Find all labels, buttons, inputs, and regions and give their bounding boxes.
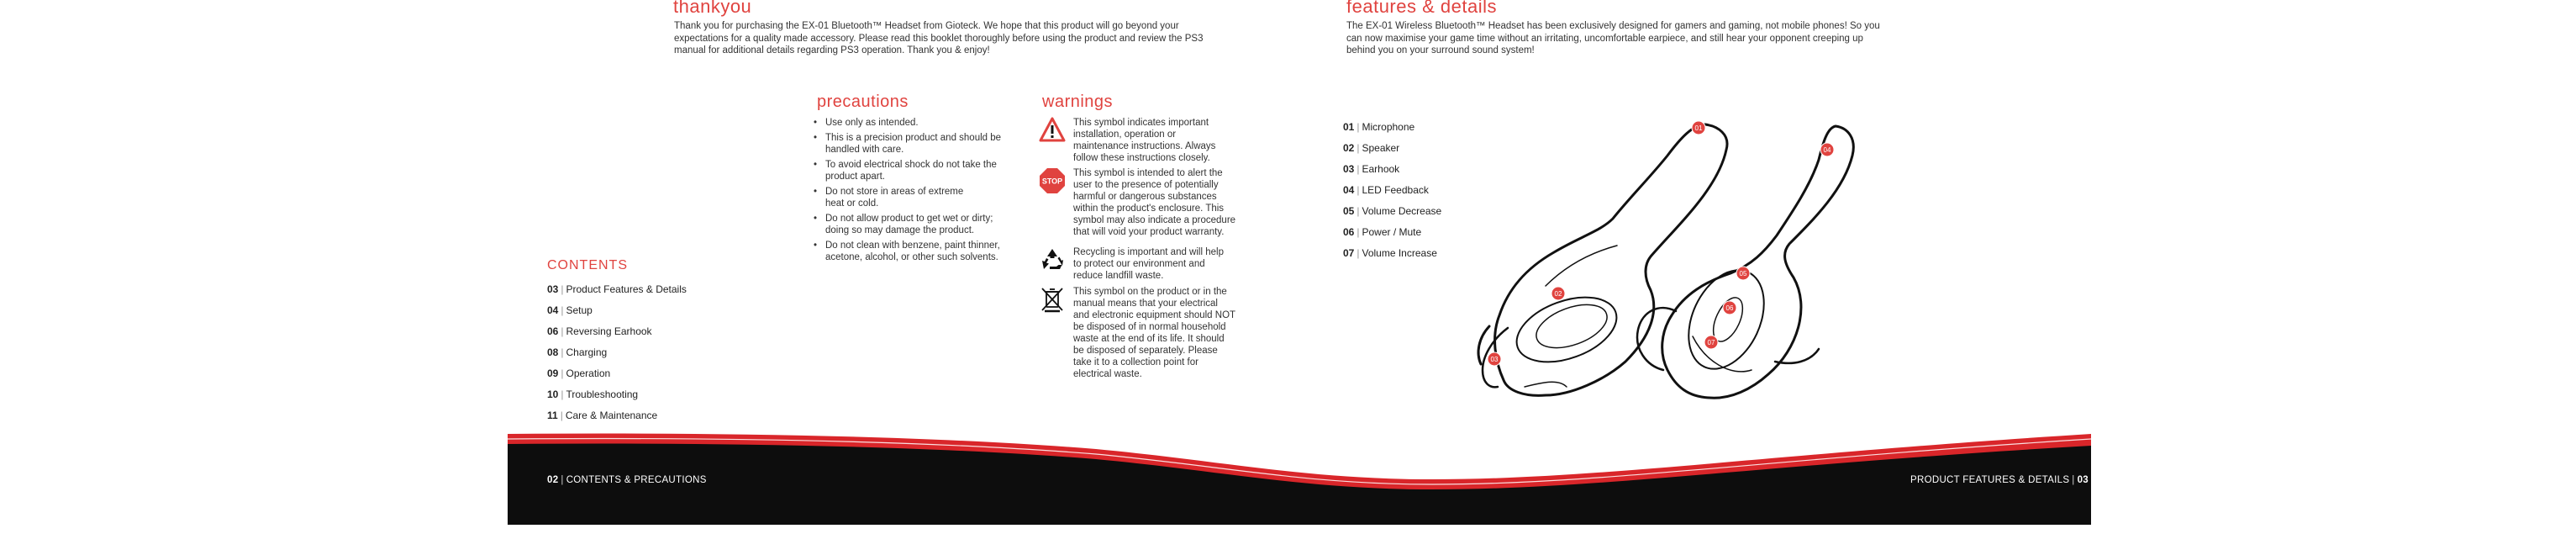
- part-item: 02 | Speaker: [1343, 142, 1400, 154]
- headset-front-view: [1478, 124, 1727, 395]
- parts-list: [1343, 120, 1441, 267]
- svg-text:05: 05: [1739, 270, 1747, 278]
- contents-item[interactable]: 10 | Troubleshooting: [547, 388, 639, 400]
- features-line: The EX-01 Wireless Bluetooth™ Headset has been exclusively designed for gamers and gaming, not mobile phones! So you: [1346, 21, 1880, 31]
- footer-right-label: PRODUCT FEATURES & DETAILS | 03: [1910, 475, 2089, 485]
- svg-text:02: 02: [1554, 290, 1562, 298]
- contents-item[interactable]: 06 | Reversing Earhook: [547, 325, 652, 337]
- caution-triangle-icon: [1038, 117, 1067, 145]
- warning-text: Recycling is important and will help to protect our environment and reduce landfill waste.: [1073, 247, 1224, 281]
- precaution-item: • Do not store in areas of extreme heat or cold.: [814, 186, 1022, 209]
- precautions-list: [814, 117, 1022, 267]
- thankyou-text: [674, 20, 1262, 57]
- part-item: 03 | Earhook: [1343, 163, 1400, 175]
- part-item: 06 | Power / Mute: [1343, 226, 1422, 238]
- warning-item: [1038, 117, 1256, 164]
- contents-item[interactable]: 09 | Operation: [547, 367, 611, 379]
- recycle-icon: [1038, 246, 1067, 275]
- contents-item[interactable]: 08 | Charging: [547, 346, 608, 358]
- contents-list: [547, 283, 687, 430]
- part-item: 04 | LED Feedback: [1343, 184, 1429, 196]
- features-line: can now maximise your game time without an irritating, uncomfortable earpiece, and still hear your opponent creeping up: [1346, 33, 1863, 44]
- crossed-bin-icon: [1038, 286, 1067, 314]
- footer-left-label: 02 | CONTENTS & PRECAUTIONS: [547, 475, 707, 485]
- part-item: 05 | Volume Decrease: [1343, 205, 1442, 217]
- svg-text:01: 01: [1694, 124, 1703, 132]
- part-item: 01 | Microphone: [1343, 121, 1415, 133]
- thankyou-line: manual for additional details regarding PS3 operation. Thank you & enjoy!: [674, 45, 990, 56]
- warning-item: [1038, 286, 1256, 380]
- precaution-item: • Do not clean with benzene, paint thinner, acetone, alcohol, or other such solvents.: [814, 240, 1022, 263]
- callout-02: [1551, 287, 1565, 300]
- svg-text:06: 06: [1725, 304, 1734, 312]
- features-text: [1346, 20, 1935, 57]
- warnings-heading: warnings: [1042, 92, 1114, 111]
- footer-band: [508, 429, 2091, 525]
- features-line: behind you on your surround sound system!: [1346, 45, 1535, 56]
- callout-03: [1488, 352, 1501, 366]
- thankyou-line: Thank you for purchasing the EX-01 Bluetooth™ Headset from Gioteck. We hope that this product will go beyond your: [674, 21, 1179, 31]
- thankyou-line: expectations for a quality made accessory. Please read this booklet thoroughly before using the product and review the PS3: [674, 33, 1204, 44]
- contents-item[interactable]: 03 | Product Features & Details: [547, 283, 687, 295]
- callout-07: [1704, 336, 1718, 349]
- stop-sign-icon: [1038, 167, 1067, 196]
- svg-text:07: 07: [1707, 339, 1715, 346]
- warning-item: [1038, 246, 1256, 282]
- stop-sign-label: STOP: [1041, 177, 1063, 186]
- headset-illustration: [1399, 109, 1878, 408]
- precaution-item: • Do not allow product to get wet or dirty; doing so may damage the product.: [814, 213, 1022, 236]
- warning-text: This symbol on the product or in the manual means that your electrical and electronic equipment should NOT be disposed of in normal household waste at the end of its life. It should be disposed of separately. Please take it to a collection point for electrical waste.: [1073, 287, 1236, 379]
- precaution-item: • To avoid electrical shock do not take the product apart.: [814, 159, 1022, 182]
- warning-text: This symbol is intended to alert the user to the presence of potentially harmful or dangerous substances within the product's enclosure. This symbol may also indicate a procedure that will void your product warranty.: [1073, 168, 1236, 237]
- precaution-item: • This is a precision product and should be handled with care.: [814, 132, 1022, 156]
- svg-text:04: 04: [1823, 146, 1831, 154]
- callout-04: [1820, 143, 1834, 156]
- contents-item[interactable]: 11 | Care & Maintenance: [547, 410, 658, 421]
- callout-01: [1692, 121, 1705, 135]
- warning-text: This symbol indicates important installation, operation or maintenance instructions. Always follow these instructions closely.: [1073, 118, 1216, 163]
- precautions-heading: precautions: [817, 92, 909, 111]
- part-item: 07 | Volume Increase: [1343, 247, 1437, 259]
- callout-05: [1736, 267, 1750, 280]
- warning-item: [1038, 167, 1256, 238]
- features-heading: features & details: [1346, 0, 1497, 17]
- svg-text:03: 03: [1490, 356, 1499, 363]
- footer-wave: [508, 429, 2091, 525]
- contents-heading: CONTENTS: [547, 258, 628, 272]
- headset-side-view: [1637, 126, 1853, 398]
- thankyou-heading: thankyou: [673, 0, 752, 17]
- callout-06: [1723, 301, 1736, 314]
- precaution-item: • Use only as intended.: [814, 117, 1022, 129]
- contents-item[interactable]: 04 | Setup: [547, 304, 593, 316]
- booklet-spread: [508, 0, 2091, 525]
